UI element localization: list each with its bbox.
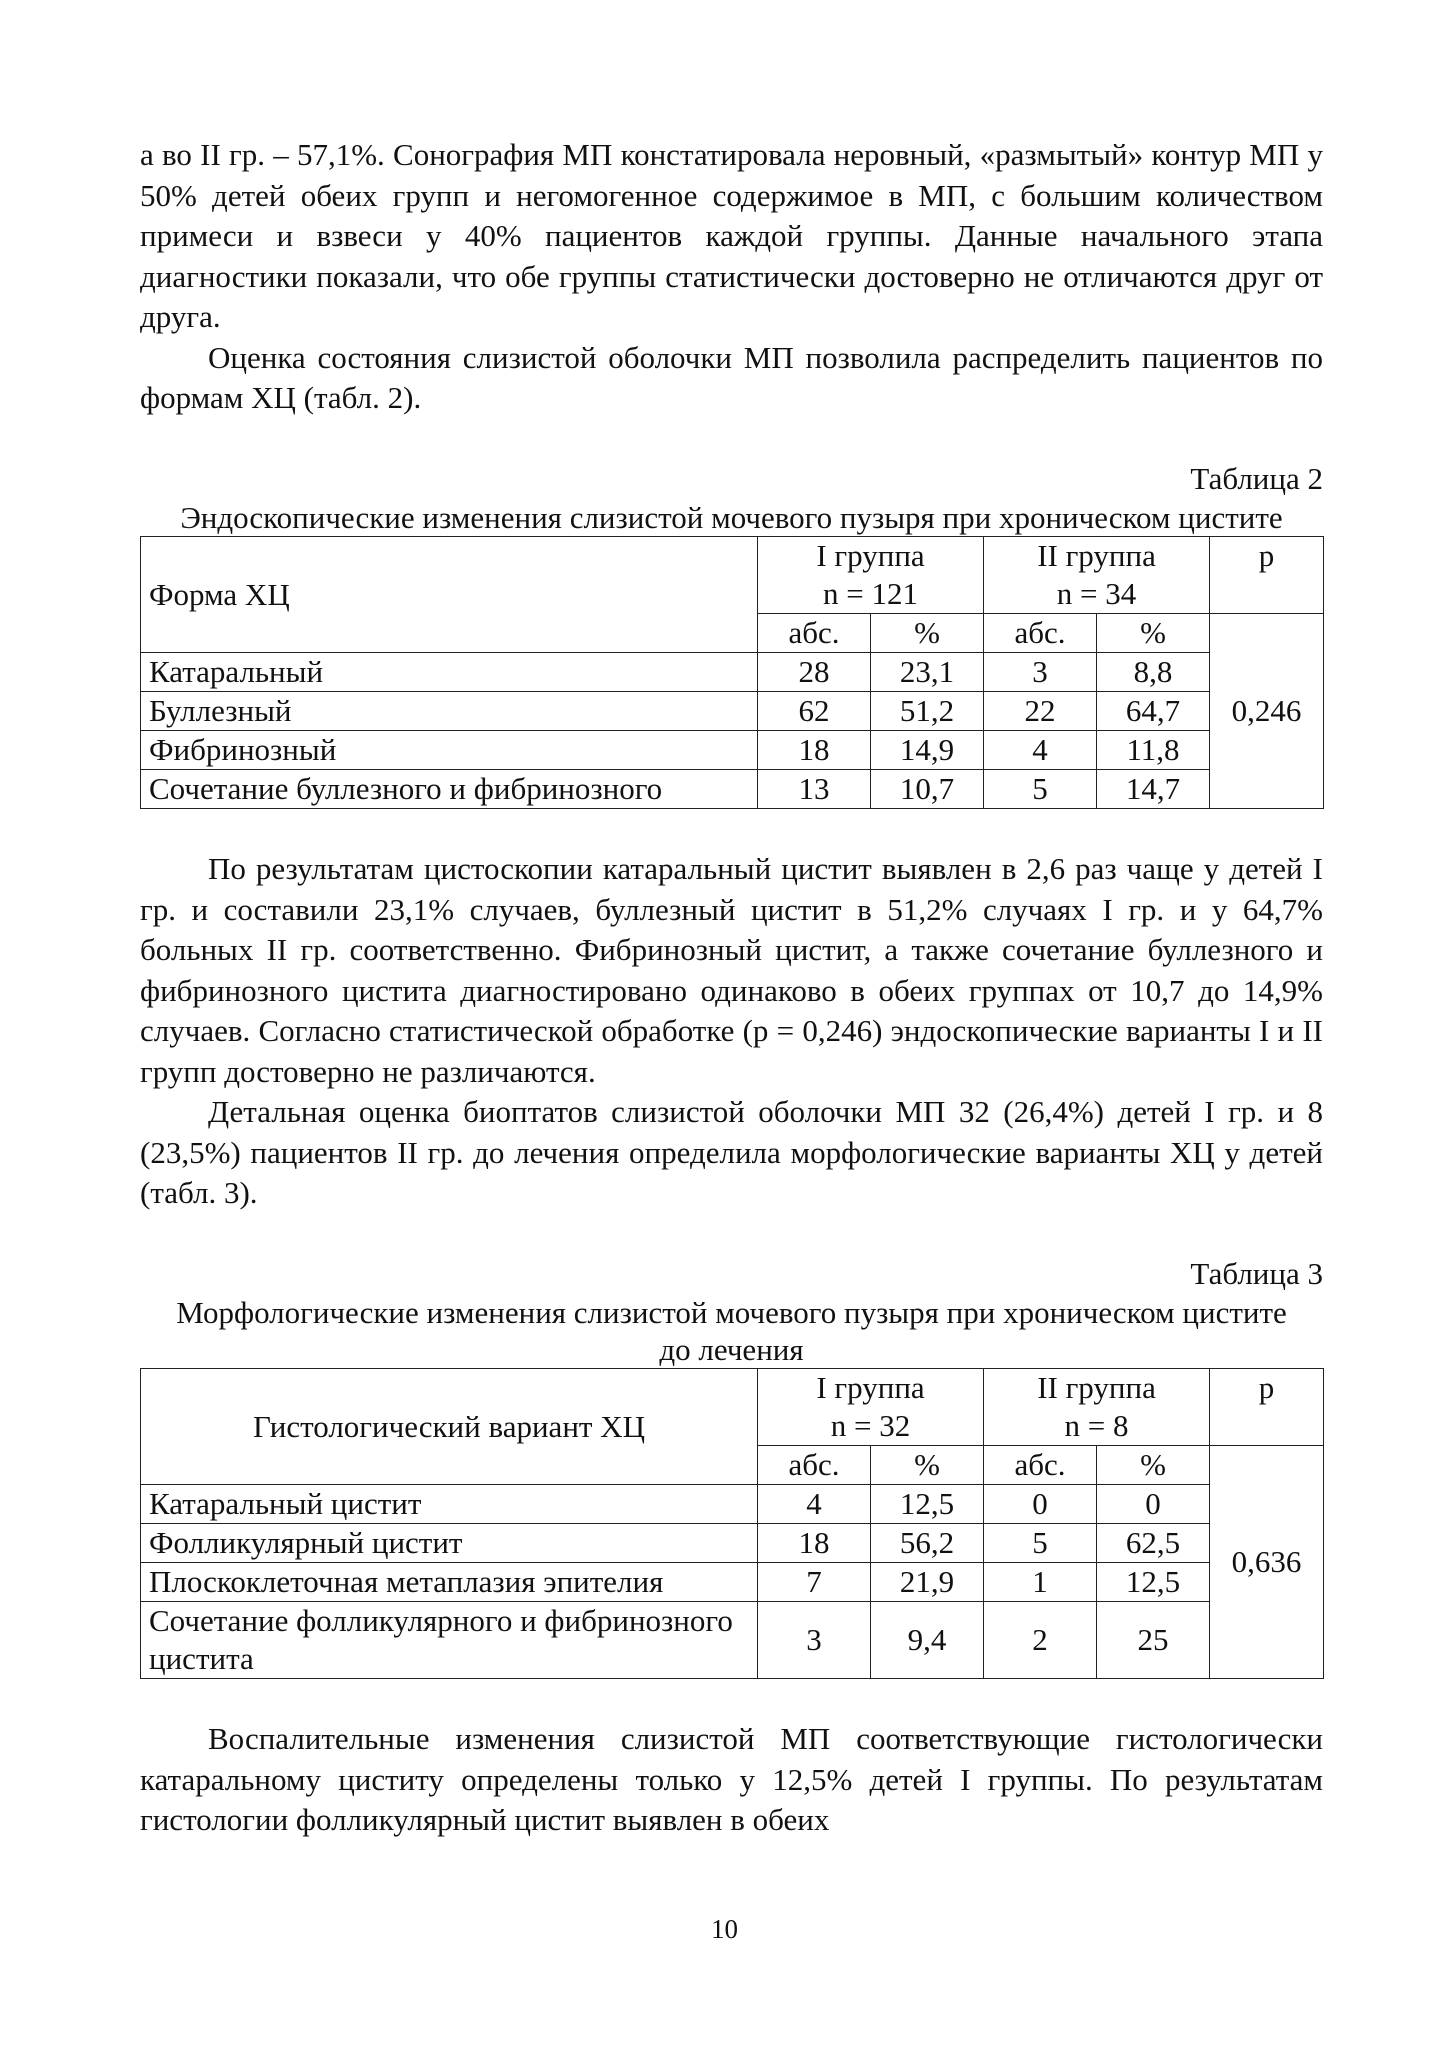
document-page — [140, 135, 1323, 1841]
cell: 10,7 — [871, 770, 984, 809]
cell: 25 — [1097, 1602, 1210, 1679]
table-3-number: Таблица 3 — [1190, 1255, 1323, 1291]
cell: 12,5 — [871, 1485, 984, 1524]
row-label: Катаральный цистит — [141, 1485, 758, 1524]
group-2-name: II группа — [1037, 538, 1156, 573]
header-group-2 — [984, 1369, 1210, 1446]
page-number: 10 — [711, 1914, 738, 1944]
cell: 3 — [984, 653, 1097, 692]
group-2-name: II группа — [1037, 1370, 1156, 1405]
cell: 18 — [758, 1524, 871, 1563]
cell: 12,5 — [1097, 1563, 1210, 1602]
table-row — [141, 1524, 1324, 1563]
row-label: Фибринозный — [141, 731, 758, 770]
header-p: р — [1210, 1369, 1324, 1446]
paragraph: Воспалительные изменения слизистой МП соответствующие гистологически катаральному циститу определены только у 12,5% детей I группы. По результатам гистологии фолликулярный цистит выявлен в обеих — [140, 1721, 1323, 1837]
cell: 21,9 — [871, 1563, 984, 1602]
p-value: 0,246 — [1210, 614, 1324, 809]
cell: 18 — [758, 731, 871, 770]
paragraph: а во II гр. – 57,1%. Сонография МП констатировала неровный, «размытый» контур МП у 50% детей обеих групп и негомогенное содержимое в МП, с большим количеством примеси и взвеси у 40% пациентов каждой группы. Данные начального этапа диагностики показали, что обе группы статистически достоверно не отличаются друг от друга. — [140, 137, 1323, 334]
group-2-n: n = 34 — [1056, 576, 1137, 611]
cell: 2 — [984, 1602, 1097, 1679]
row-label: Фолликулярный цистит — [141, 1524, 758, 1563]
table-2-title: Эндоскопические изменения слизистой мочевого пузыря при хроническом цистите — [180, 500, 1283, 535]
cell: 62 — [758, 692, 871, 731]
cell: 4 — [984, 731, 1097, 770]
table-row — [141, 731, 1324, 770]
cell: 22 — [984, 692, 1097, 731]
paragraph: Оценка состояния слизистой оболочки МП позволила распределить пациентов по формам ХЦ (табл. 2). — [140, 339, 1323, 415]
subheader-abs: абс. — [758, 1446, 871, 1485]
subheader-pct: % — [1097, 614, 1210, 653]
group-1-name: I группа — [816, 1370, 925, 1405]
row-label: Сочетание фолликулярного и фибринозного цистита — [141, 1602, 758, 1679]
cell: 7 — [758, 1563, 871, 1602]
cell: 0 — [1097, 1485, 1210, 1524]
cell: 11,8 — [1097, 731, 1210, 770]
table-2 — [140, 536, 1324, 809]
header-group-1 — [758, 537, 984, 614]
cell: 8,8 — [1097, 653, 1210, 692]
table-header-row — [141, 1369, 1324, 1446]
cell: 23,1 — [871, 653, 984, 692]
table-row — [141, 653, 1324, 692]
cell: 4 — [758, 1485, 871, 1524]
header-group-2 — [984, 537, 1210, 614]
subheader-pct: % — [871, 1446, 984, 1485]
group-1-n: n = 121 — [823, 576, 918, 611]
row-label: Сочетание буллезного и фибринозного — [141, 770, 758, 809]
cell: 9,4 — [871, 1602, 984, 1679]
table-3-title: Морфологические изменения слизистой мочевого пузыря при хроническом цистите до лечения — [176, 1295, 1287, 1367]
table-row — [141, 692, 1324, 731]
group-1-n: n = 32 — [830, 1408, 911, 1443]
cell: 14,9 — [871, 731, 984, 770]
subheader-abs: абс. — [984, 1446, 1097, 1485]
table-3 — [140, 1368, 1324, 1679]
paragraph: Детальная оценка биоптатов слизистой оболочки МП 32 (26,4%) детей I гр. и 8 (23,5%) пациентов II гр. до лечения определила морфологические варианты ХЦ у детей (табл. 3). — [140, 1094, 1323, 1210]
table-row — [141, 1602, 1324, 1679]
row-label: Катаральный — [141, 653, 758, 692]
cell: 1 — [984, 1563, 1097, 1602]
cell: 0 — [984, 1485, 1097, 1524]
cell: 56,2 — [871, 1524, 984, 1563]
table-header-row — [141, 537, 1324, 614]
cell: 5 — [984, 1524, 1097, 1563]
cell: 64,7 — [1097, 692, 1210, 731]
paragraph: По результатам цистоскопии катаральный цистит выявлен в 2,6 раз чаще у детей I гр. и составили 23,1% случаев, буллезный цистит в 51,2% случаях I гр. и у 64,7% больных II гр. соответственно. Фибринозный цистит, а также сочетание буллезного и фибринозного цистита диагностировано одинаково в обеих группах от 10,7 до 14,9% случаев. Согласно статистической обработке (р = 0,246) эндоскопические варианты I и II групп достоверно не различаются. — [140, 851, 1323, 1089]
header-variant: Гистологический вариант ХЦ — [141, 1369, 758, 1485]
cell: 13 — [758, 770, 871, 809]
cell: 51,2 — [871, 692, 984, 731]
table-row — [141, 1563, 1324, 1602]
table-row — [141, 1485, 1324, 1524]
cell: 14,7 — [1097, 770, 1210, 809]
table-row — [141, 770, 1324, 809]
cell: 5 — [984, 770, 1097, 809]
header-group-1 — [758, 1369, 984, 1446]
cell: 62,5 — [1097, 1524, 1210, 1563]
header-p: р — [1210, 537, 1324, 614]
table-2-number: Таблица 2 — [1190, 460, 1323, 496]
header-form: Форма ХЦ — [141, 537, 758, 653]
p-value: 0,636 — [1210, 1446, 1324, 1679]
cell: 28 — [758, 653, 871, 692]
subheader-abs: абс. — [984, 614, 1097, 653]
group-2-n: n = 8 — [1064, 1408, 1129, 1443]
subheader-pct: % — [871, 614, 984, 653]
subheader-abs: абс. — [758, 614, 871, 653]
group-1-name: I группа — [816, 538, 925, 573]
subheader-pct: % — [1097, 1446, 1210, 1485]
row-label: Плоскоклеточная метаплазия эпителия — [141, 1563, 758, 1602]
row-label: Буллезный — [141, 692, 758, 731]
cell: 3 — [758, 1602, 871, 1679]
